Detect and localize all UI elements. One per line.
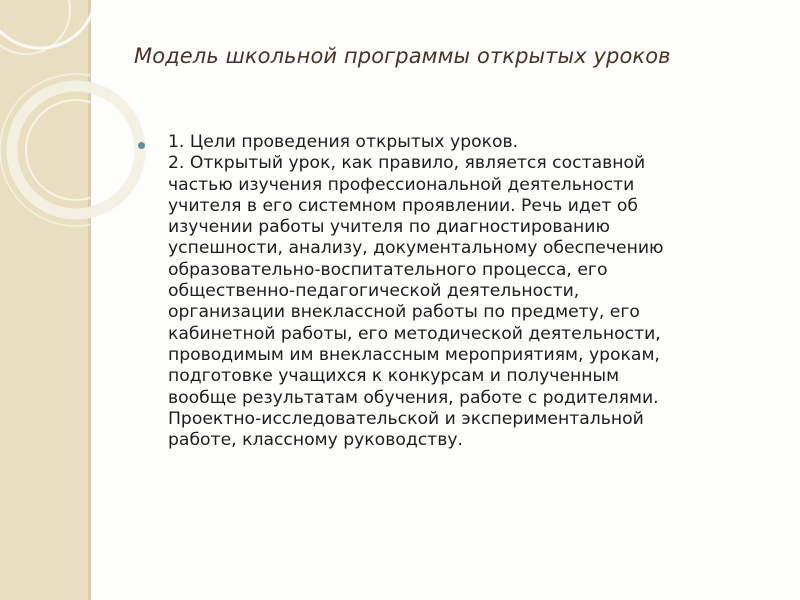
side-divider [88, 0, 91, 600]
text-line: 2. Открытый урок, как правило, является составной [168, 153, 646, 174]
text-line: образовательно-воспитательного процесса, его [168, 259, 608, 280]
text-line: работе, классному руководству. [168, 430, 463, 451]
text-line: проводимым им внеклассным мероприятиям, урокам, [168, 344, 660, 365]
slide-title: Модель школьной программы открытых уроков [134, 44, 671, 68]
text-line: частью изучения профессиональной деятельности [168, 174, 635, 195]
text-line: организации внеклассной работы по предмету, его [168, 302, 640, 323]
text-line: Проектно-исследовательской и экспериментальной [168, 408, 644, 429]
text-line: успешности, анализу, документальному обеспечению [168, 238, 664, 259]
text-line: общественно-педагогической деятельности, [168, 281, 580, 302]
text-line: кабинетной работы, его методической деятельности, [168, 323, 661, 344]
text-line: 1. Цели проведения открытых уроков. [168, 132, 519, 152]
text-line: подготовке учащихся к конкурсам и полученным [168, 366, 620, 387]
text-line: вообще результатам обучения, работе с родителями. [168, 387, 659, 408]
bullet-dot-icon [138, 142, 145, 149]
text-line: учителя в его системном проявлении. Речь идет об [168, 195, 638, 216]
bullet-text [168, 132, 766, 451]
slide-content [146, 132, 766, 451]
side-strip [0, 0, 88, 600]
text-line: изучении работы учителя по диагностированию [168, 217, 610, 238]
